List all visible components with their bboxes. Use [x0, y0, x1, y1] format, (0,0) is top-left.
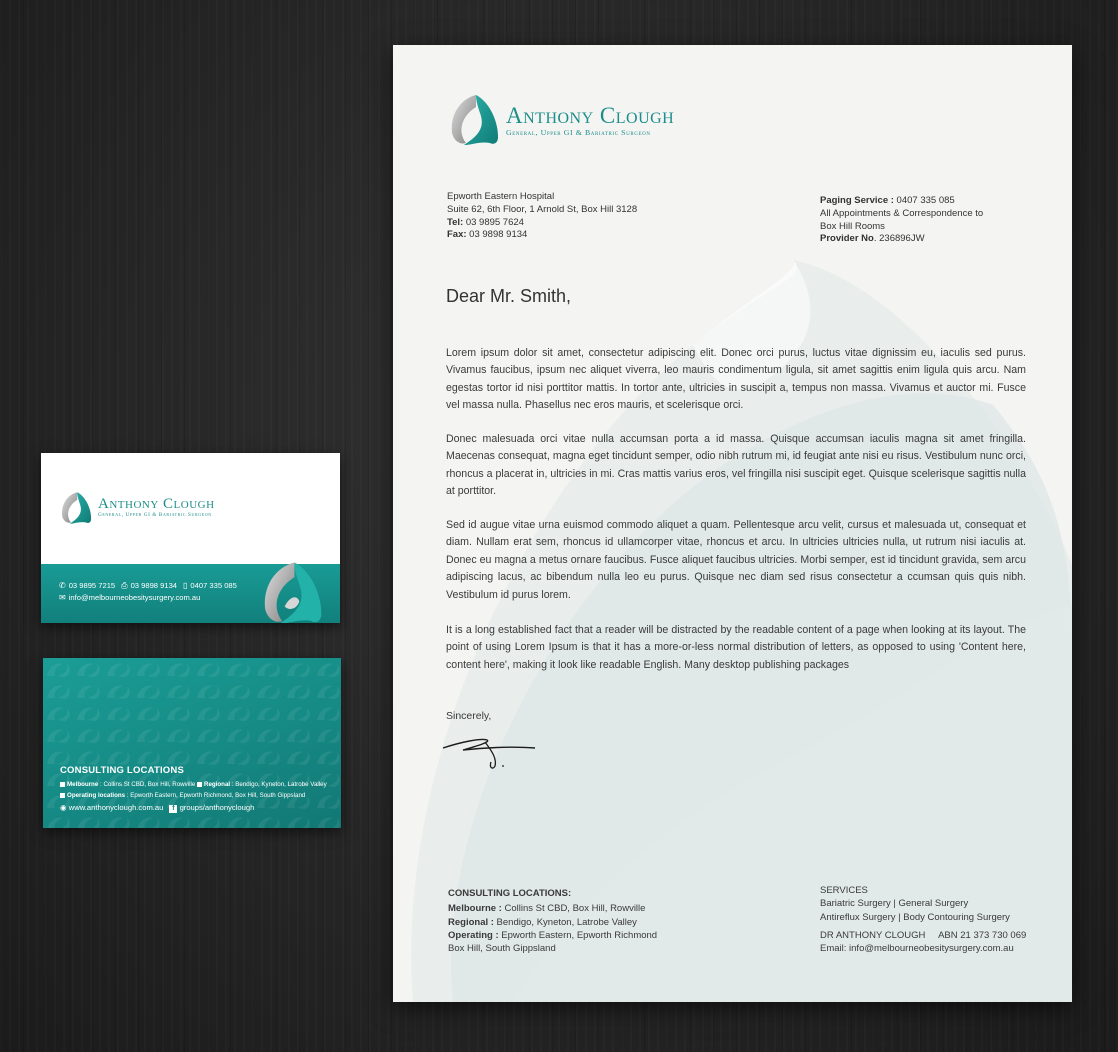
brand-name: Anthony Clough	[506, 102, 675, 128]
address-line-1: Epworth Eastern Hospital	[447, 191, 555, 202]
card-email-line	[59, 593, 200, 602]
footer-operating: Operating : Epworth Eastern, Epworth Richmond	[448, 929, 658, 941]
business-card-front	[41, 453, 340, 623]
card-website[interactable]: www.anthonyclough.com.au	[68, 803, 164, 812]
letterhead-logo	[446, 93, 674, 147]
mobile-icon: ▯	[183, 580, 188, 590]
card-phones	[59, 581, 237, 590]
address-fax: Fax: 03 9898 9134	[447, 229, 528, 241]
footer-email: Email: info@melbourneobesitysurgery.com.au	[820, 943, 1014, 955]
logo-mark-large-icon	[254, 560, 330, 623]
footer-services	[820, 884, 1026, 955]
footer-melbourne: Melbourne : Collins St CBD, Box Hill, Rowville	[448, 903, 646, 915]
paging-service: Paging Service : 0407 335 085	[820, 195, 955, 206]
card-email: info@melbourneobesitysurgery.com.au	[68, 593, 201, 602]
card-facebook[interactable]: groups/anthonyclough	[179, 803, 255, 812]
card-melbourne-regional: Melbourne : Collins St CBD, Box Hill, Rowville Regional : Bendigo, Kyneton, Latrobe Valley	[60, 781, 327, 788]
paging-line-2: All Appointments & Correspondence to	[820, 207, 984, 219]
footer-locations-heading: CONSULTING LOCATIONS:	[448, 888, 572, 899]
paragraph-4: It is a long established fact that a reader will be distracted by the readable content of a page when looking at its layout. The point of using Lorem Ipsum is that it has a more-or-less normal distribution of letters, as opposed to using 'Content here, content here', making it look like readable English. Many desktop publishing packages	[446, 624, 1026, 671]
closing: Sincerely,	[446, 710, 492, 722]
card-brand-subtitle: General, Upper GI & Bariatric Surgeon	[98, 512, 212, 519]
services-line-1: Bariatric Surgery | General Surgery	[820, 898, 969, 910]
paragraph-3: Sed id augue vitae urna euismod commodo aliquet a quam. Pellentesque arcu velit, cursus et malesuada ut, consequat et diam. Nullam erat sem, rhoncus id ullamcorper vitae, rhoncus et arcu. In ultricies ultricies nulla, ut rutrum nisi iaculis at. Donec eu magna a metus ornare faucibus. Fusce aliquet faucibus ultricies. Morbi semper, est id tincidunt gravida, sem arcu adipiscing lacus, ac bibendum nulla leo eu purus. Quisque nec diam sed risus consectetur a ccumsan quis quis nibh. Vestibulum id purus lorem.	[446, 519, 1026, 601]
services-line-2: Antireflux Surgery | Body Contouring Surgery	[820, 911, 1010, 923]
card-logo	[58, 491, 215, 525]
provider-number: Provider No. 236896JW	[820, 233, 925, 245]
paragraph-1: Lorem ipsum dolor sit amet, consectetur adipiscing elit. Donec orci purus, luctus vitae dignissim eu, iaculis sed purus. Vivamus faucibus, ipsum nec aliquet viverra, leo mauris condimentum ligula, sit amet sagittis enim ligula quis arcu. Nam egestas tortor id nisi porttitor mattis. In tortor ante, ultricies in suscipit a, tempus non massa. Vivamus et auctor mi. Fusce vel massa nulla. Phasellus nec eros mauris, et scelerisque orci.	[446, 347, 1026, 412]
abn-line: DR ANTHONY CLOUGH ABN 21 373 730 069	[820, 929, 1027, 941]
address-line-2: Suite 62, 6th Floor, 1 Arnold St, Box Hill 3128	[447, 203, 638, 215]
address-tel: Tel: 03 9895 7624	[447, 216, 524, 228]
card-fax: 03 9898 9134	[130, 581, 178, 590]
card-brand-name: Anthony Clough	[98, 496, 215, 513]
facebook-icon: f	[169, 805, 177, 813]
fax-icon: ⎙	[121, 580, 128, 590]
card-operating: Operating locations : Epworth Eastern, Epworth Richmond, Box Hill, South Gippsland	[60, 792, 305, 799]
footer-regional: Regional : Bendigo, Kyneton, Latrobe Valley	[448, 916, 637, 928]
card-web-line	[60, 803, 254, 813]
card-phone: 03 9895 7215	[68, 581, 116, 590]
phone-icon: ✆	[59, 580, 66, 590]
signature	[441, 730, 537, 772]
hospital-address	[447, 191, 637, 242]
paragraph-2: Donec malesuada orci vitae nulla accumsan porta a id massa. Quisque accumsan iaculis magna sit amet fringilla. Maecenas consequat, magna eget tincidunt semper, odio nibh rutrum mi, id feugiat ante nisi eu risus. Vestibulum nunc orci, rhoncus a placerat in, ultricies in mi. Cras mattis varius eros, vel fringilla nisi suscipit eget. Quisque scelerisque sagittis nulla at porttitor.	[446, 433, 1026, 498]
footer-locations	[448, 887, 657, 955]
mail-icon: ✉	[59, 592, 66, 602]
card-locations-title: CONSULTING LOCATIONS	[60, 765, 184, 776]
services-heading: SERVICES	[820, 885, 868, 896]
business-card-back	[43, 658, 341, 828]
paging-info	[820, 195, 983, 246]
paging-line-3: Box Hill Rooms	[820, 220, 885, 232]
card-mobile: 0407 335 085	[190, 581, 237, 590]
globe-icon: ◉	[60, 803, 67, 812]
brand-subtitle: General, Upper GI & Bariatric Surgeon	[506, 127, 651, 137]
logo-mark-icon	[58, 491, 94, 525]
letterhead	[393, 45, 1072, 1002]
footer-operating-2: Box Hill, South Gippsland	[448, 943, 556, 955]
logo-mark-icon	[446, 93, 502, 147]
greeting: Dear Mr. Smith,	[446, 286, 572, 306]
